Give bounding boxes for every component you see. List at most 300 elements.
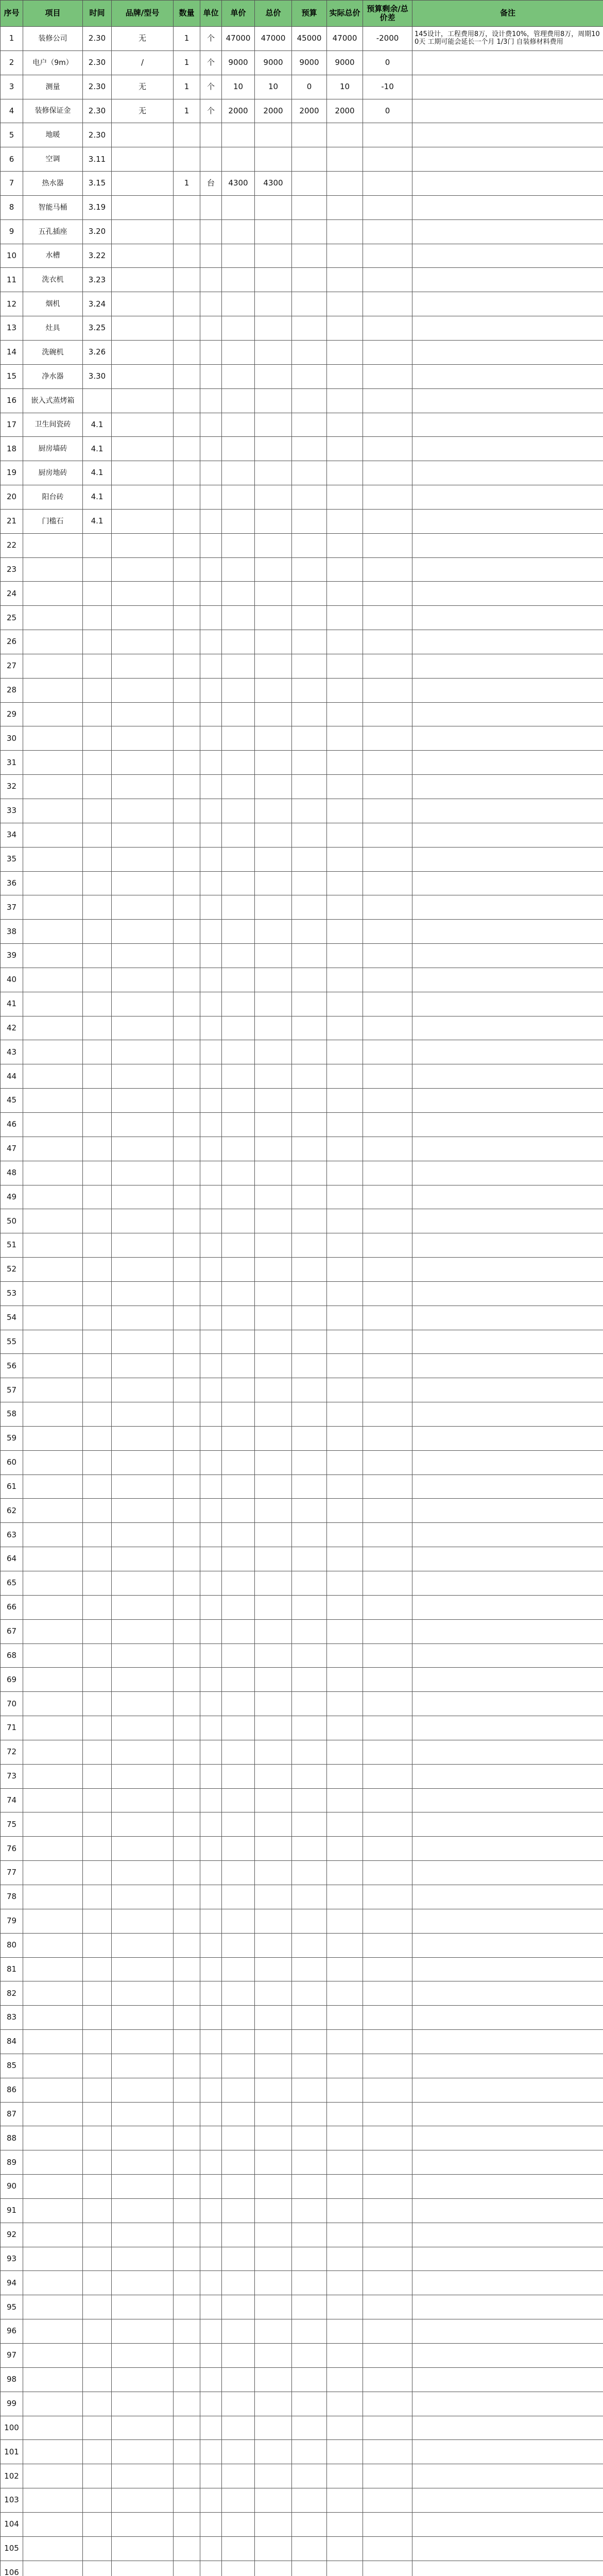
price-cell[interactable]: 2000 — [222, 99, 255, 123]
table-row[interactable] — [1, 799, 603, 823]
item-cell[interactable] — [23, 1499, 83, 1523]
unit-cell[interactable] — [200, 1523, 222, 1547]
note-cell[interactable] — [412, 292, 603, 316]
time-cell[interactable]: 3.15 — [83, 172, 112, 196]
unit-cell[interactable] — [200, 702, 222, 726]
budget-cell[interactable] — [292, 2271, 327, 2295]
time-cell[interactable] — [83, 1595, 112, 1619]
table-row[interactable] — [1, 1137, 603, 1161]
diff-cell[interactable] — [363, 2271, 412, 2295]
price-cell[interactable] — [222, 920, 255, 944]
note-cell[interactable] — [412, 2271, 603, 2295]
unit-cell[interactable] — [200, 1354, 222, 1378]
budget-cell[interactable] — [292, 1306, 327, 1330]
brand-cell[interactable] — [112, 2440, 174, 2464]
price-cell[interactable] — [222, 2512, 255, 2536]
price-cell[interactable] — [222, 437, 255, 461]
unit-cell[interactable] — [200, 268, 222, 292]
unit-cell[interactable] — [200, 1426, 222, 1450]
qty-cell[interactable] — [174, 582, 200, 606]
row-number-cell[interactable]: 24 — [1, 582, 23, 606]
note-cell[interactable] — [412, 1378, 603, 1402]
brand-cell[interactable] — [112, 1957, 174, 1981]
item-cell[interactable] — [23, 2247, 83, 2271]
price-cell[interactable] — [222, 1571, 255, 1596]
actual-cell[interactable] — [327, 2175, 363, 2199]
unit-cell[interactable] — [200, 2392, 222, 2416]
table-row[interactable] — [1, 1209, 603, 1233]
table-row[interactable] — [1, 1595, 603, 1619]
price-cell[interactable] — [222, 847, 255, 871]
table-row[interactable] — [1, 244, 603, 268]
brand-cell[interactable] — [112, 2175, 174, 2199]
diff-cell[interactable] — [363, 1089, 412, 1113]
price-cell[interactable] — [222, 364, 255, 388]
brand-cell[interactable] — [112, 2102, 174, 2126]
item-cell[interactable]: 卫生间瓷砖 — [23, 413, 83, 437]
row-number-cell[interactable]: 53 — [1, 1281, 23, 1306]
brand-cell[interactable] — [112, 2344, 174, 2368]
qty-cell[interactable] — [174, 2344, 200, 2368]
total-cell[interactable] — [255, 1137, 292, 1161]
total-cell[interactable] — [255, 751, 292, 775]
row-number-cell[interactable]: 40 — [1, 968, 23, 992]
brand-cell[interactable] — [112, 2198, 174, 2223]
actual-cell[interactable] — [327, 799, 363, 823]
table-row[interactable] — [1, 1692, 603, 1716]
total-cell[interactable] — [255, 895, 292, 920]
total-cell[interactable] — [255, 2102, 292, 2126]
note-cell[interactable] — [412, 799, 603, 823]
item-cell[interactable] — [23, 1306, 83, 1330]
brand-cell[interactable] — [112, 1595, 174, 1619]
brand-cell[interactable] — [112, 1209, 174, 1233]
brand-cell[interactable] — [112, 944, 174, 968]
price-cell[interactable] — [222, 2247, 255, 2271]
row-number-cell[interactable]: 54 — [1, 1306, 23, 1330]
table-row[interactable] — [1, 2392, 603, 2416]
unit-cell[interactable] — [200, 2319, 222, 2344]
item-cell[interactable] — [23, 968, 83, 992]
unit-cell[interactable] — [200, 1837, 222, 1861]
time-cell[interactable] — [83, 1112, 112, 1137]
qty-cell[interactable] — [174, 2175, 200, 2199]
item-cell[interactable] — [23, 654, 83, 678]
brand-cell[interactable] — [112, 1475, 174, 1499]
time-cell[interactable]: 2.30 — [83, 27, 112, 51]
brand-cell[interactable] — [112, 1402, 174, 1427]
budget-cell[interactable] — [292, 654, 327, 678]
row-number-cell[interactable]: 14 — [1, 340, 23, 364]
row-number-cell[interactable]: 23 — [1, 557, 23, 582]
row-number-cell[interactable]: 95 — [1, 2295, 23, 2319]
diff-cell[interactable] — [363, 123, 412, 147]
item-cell[interactable] — [23, 1788, 83, 1812]
time-cell[interactable] — [83, 1619, 112, 1643]
actual-cell[interactable] — [327, 1692, 363, 1716]
table-row[interactable] — [1, 123, 603, 147]
actual-cell[interactable] — [327, 1040, 363, 1064]
unit-cell[interactable] — [200, 1161, 222, 1185]
time-cell[interactable] — [83, 1499, 112, 1523]
col-header-no[interactable]: 序号 — [1, 1, 23, 27]
table-row[interactable] — [1, 2078, 603, 2102]
price-cell[interactable] — [222, 2102, 255, 2126]
price-cell[interactable] — [222, 1426, 255, 1450]
diff-cell[interactable] — [363, 2175, 412, 2199]
total-cell[interactable] — [255, 1909, 292, 1933]
unit-cell[interactable] — [200, 437, 222, 461]
table-row[interactable] — [1, 2247, 603, 2271]
price-cell[interactable] — [222, 944, 255, 968]
brand-cell[interactable] — [112, 1306, 174, 1330]
total-cell[interactable] — [255, 461, 292, 485]
budget-cell[interactable] — [292, 992, 327, 1016]
item-cell[interactable]: 阳台砖 — [23, 485, 83, 510]
price-cell[interactable] — [222, 340, 255, 364]
item-cell[interactable] — [23, 1258, 83, 1282]
qty-cell[interactable] — [174, 2319, 200, 2344]
row-number-cell[interactable]: 32 — [1, 775, 23, 799]
actual-cell[interactable] — [327, 2440, 363, 2464]
col-header-unit[interactable]: 单位 — [200, 1, 222, 27]
unit-cell[interactable]: 个 — [200, 99, 222, 123]
note-cell[interactable] — [412, 654, 603, 678]
row-number-cell[interactable]: 91 — [1, 2198, 23, 2223]
time-cell[interactable] — [83, 2054, 112, 2078]
total-cell[interactable] — [255, 726, 292, 751]
unit-cell[interactable] — [200, 1692, 222, 1716]
budget-cell[interactable] — [292, 2102, 327, 2126]
row-number-cell[interactable]: 1 — [1, 27, 23, 51]
actual-cell[interactable] — [327, 1475, 363, 1499]
row-number-cell[interactable]: 56 — [1, 1354, 23, 1378]
note-cell[interactable] — [412, 2392, 603, 2416]
time-cell[interactable]: 3.24 — [83, 292, 112, 316]
diff-cell[interactable] — [363, 1330, 412, 1354]
diff-cell[interactable] — [363, 147, 412, 172]
diff-cell[interactable] — [363, 895, 412, 920]
table-row[interactable] — [1, 2175, 603, 2199]
item-cell[interactable] — [23, 2416, 83, 2440]
brand-cell[interactable] — [112, 920, 174, 944]
row-number-cell[interactable]: 70 — [1, 1692, 23, 1716]
row-number-cell[interactable]: 97 — [1, 2344, 23, 2368]
budget-cell[interactable] — [292, 1161, 327, 1185]
note-cell[interactable] — [412, 1040, 603, 1064]
brand-cell[interactable] — [112, 751, 174, 775]
diff-cell[interactable] — [363, 1016, 412, 1040]
budget-cell[interactable] — [292, 1330, 327, 1354]
budget-cell[interactable] — [292, 678, 327, 702]
note-cell[interactable] — [412, 1064, 603, 1089]
budget-cell[interactable] — [292, 2175, 327, 2199]
qty-cell[interactable] — [174, 2054, 200, 2078]
budget-cell[interactable] — [292, 316, 327, 341]
diff-cell[interactable] — [363, 2367, 412, 2392]
actual-cell[interactable] — [327, 147, 363, 172]
time-cell[interactable]: 3.25 — [83, 316, 112, 341]
brand-cell[interactable] — [112, 316, 174, 341]
budget-cell[interactable] — [292, 557, 327, 582]
price-cell[interactable] — [222, 2054, 255, 2078]
item-cell[interactable] — [23, 2488, 83, 2513]
diff-cell[interactable] — [363, 485, 412, 510]
table-row[interactable] — [1, 27, 603, 51]
actual-cell[interactable] — [327, 2030, 363, 2054]
brand-cell[interactable] — [112, 1933, 174, 1957]
budget-cell[interactable] — [292, 968, 327, 992]
item-cell[interactable] — [23, 2464, 83, 2488]
budget-cell[interactable] — [292, 2078, 327, 2102]
total-cell[interactable] — [255, 2416, 292, 2440]
qty-cell[interactable] — [174, 2102, 200, 2126]
diff-cell[interactable] — [363, 1837, 412, 1861]
time-cell[interactable] — [83, 1185, 112, 1209]
qty-cell[interactable] — [174, 2440, 200, 2464]
actual-cell[interactable] — [327, 1016, 363, 1040]
actual-cell[interactable] — [327, 1740, 363, 1764]
qty-cell[interactable] — [174, 1523, 200, 1547]
total-cell[interactable] — [255, 582, 292, 606]
brand-cell[interactable] — [112, 2006, 174, 2030]
item-cell[interactable] — [23, 944, 83, 968]
item-cell[interactable] — [23, 2440, 83, 2464]
qty-cell[interactable] — [174, 461, 200, 485]
price-cell[interactable] — [222, 895, 255, 920]
table-row[interactable] — [1, 2271, 603, 2295]
diff-cell[interactable] — [363, 2247, 412, 2271]
price-cell[interactable] — [222, 630, 255, 654]
table-row[interactable] — [1, 413, 603, 437]
note-cell[interactable] — [412, 1112, 603, 1137]
time-cell[interactable] — [83, 1788, 112, 1812]
qty-cell[interactable] — [174, 2223, 200, 2247]
time-cell[interactable] — [83, 1330, 112, 1354]
note-cell[interactable] — [412, 871, 603, 895]
item-cell[interactable] — [23, 606, 83, 630]
item-cell[interactable] — [23, 2344, 83, 2368]
brand-cell[interactable] — [112, 1137, 174, 1161]
row-number-cell[interactable]: 15 — [1, 364, 23, 388]
table-row[interactable] — [1, 2367, 603, 2392]
qty-cell[interactable] — [174, 654, 200, 678]
diff-cell[interactable] — [363, 1788, 412, 1812]
item-cell[interactable] — [23, 895, 83, 920]
qty-cell[interactable] — [174, 751, 200, 775]
note-cell[interactable] — [412, 1885, 603, 1909]
note-cell[interactable] — [412, 1016, 603, 1040]
row-number-cell[interactable]: 96 — [1, 2319, 23, 2344]
brand-cell[interactable] — [112, 413, 174, 437]
price-cell[interactable] — [222, 1016, 255, 1040]
time-cell[interactable] — [83, 1161, 112, 1185]
time-cell[interactable] — [83, 847, 112, 871]
diff-cell[interactable]: 0 — [363, 50, 412, 75]
brand-cell[interactable] — [112, 1692, 174, 1716]
price-cell[interactable] — [222, 1740, 255, 1764]
diff-cell[interactable] — [363, 678, 412, 702]
diff-cell[interactable] — [363, 1209, 412, 1233]
total-cell[interactable] — [255, 1475, 292, 1499]
note-cell[interactable] — [412, 678, 603, 702]
diff-cell[interactable] — [363, 1450, 412, 1475]
item-cell[interactable] — [23, 1595, 83, 1619]
brand-cell[interactable] — [112, 172, 174, 196]
total-cell[interactable] — [255, 2512, 292, 2536]
unit-cell[interactable] — [200, 2054, 222, 2078]
diff-cell[interactable] — [363, 340, 412, 364]
price-cell[interactable] — [222, 1185, 255, 1209]
diff-cell[interactable] — [363, 823, 412, 847]
actual-cell[interactable] — [327, 920, 363, 944]
unit-cell[interactable] — [200, 2416, 222, 2440]
budget-cell[interactable] — [292, 1450, 327, 1475]
diff-cell[interactable] — [363, 292, 412, 316]
time-cell[interactable] — [83, 1885, 112, 1909]
price-cell[interactable] — [222, 1306, 255, 1330]
price-cell[interactable] — [222, 1643, 255, 1668]
row-number-cell[interactable]: 83 — [1, 2006, 23, 2030]
unit-cell[interactable] — [200, 1258, 222, 1282]
note-cell[interactable] — [412, 751, 603, 775]
row-number-cell[interactable]: 36 — [1, 871, 23, 895]
budget-cell[interactable] — [292, 1837, 327, 1861]
actual-cell[interactable] — [327, 1064, 363, 1089]
table-row[interactable] — [1, 388, 603, 413]
total-cell[interactable] — [255, 2440, 292, 2464]
time-cell[interactable] — [83, 751, 112, 775]
price-cell[interactable] — [222, 1064, 255, 1089]
qty-cell[interactable] — [174, 1450, 200, 1475]
table-row[interactable] — [1, 1547, 603, 1571]
row-number-cell[interactable]: 59 — [1, 1426, 23, 1450]
note-cell[interactable] — [412, 992, 603, 1016]
time-cell[interactable]: 2.30 — [83, 75, 112, 99]
item-cell[interactable]: 门槛石 — [23, 509, 83, 533]
budget-cell[interactable] — [292, 1112, 327, 1137]
budget-cell[interactable] — [292, 2488, 327, 2513]
brand-cell[interactable] — [112, 2561, 174, 2576]
total-cell[interactable] — [255, 244, 292, 268]
time-cell[interactable] — [83, 2416, 112, 2440]
diff-cell[interactable] — [363, 1716, 412, 1740]
item-cell[interactable] — [23, 1402, 83, 1427]
qty-cell[interactable] — [174, 630, 200, 654]
item-cell[interactable]: 电户（9m） — [23, 50, 83, 75]
time-cell[interactable] — [83, 1137, 112, 1161]
price-cell[interactable] — [222, 871, 255, 895]
price-cell[interactable] — [222, 2126, 255, 2150]
qty-cell[interactable] — [174, 485, 200, 510]
qty-cell[interactable] — [174, 219, 200, 244]
actual-cell[interactable] — [327, 1281, 363, 1306]
time-cell[interactable] — [83, 2102, 112, 2126]
diff-cell[interactable] — [363, 1547, 412, 1571]
qty-cell[interactable] — [174, 268, 200, 292]
brand-cell[interactable] — [112, 2464, 174, 2488]
table-row[interactable] — [1, 1426, 603, 1450]
row-number-cell[interactable]: 20 — [1, 485, 23, 510]
total-cell[interactable] — [255, 1281, 292, 1306]
total-cell[interactable] — [255, 1812, 292, 1837]
price-cell[interactable] — [222, 1788, 255, 1812]
unit-cell[interactable] — [200, 751, 222, 775]
time-cell[interactable] — [83, 1378, 112, 1402]
price-cell[interactable] — [222, 678, 255, 702]
price-cell[interactable] — [222, 1354, 255, 1378]
actual-cell[interactable] — [327, 2078, 363, 2102]
actual-cell[interactable] — [327, 2512, 363, 2536]
time-cell[interactable]: 4.1 — [83, 461, 112, 485]
budget-cell[interactable] — [292, 2030, 327, 2054]
unit-cell[interactable] — [200, 1209, 222, 1233]
table-row[interactable] — [1, 219, 603, 244]
total-cell[interactable] — [255, 316, 292, 341]
note-cell[interactable] — [412, 2030, 603, 2054]
table-row[interactable] — [1, 2464, 603, 2488]
price-cell[interactable] — [222, 1523, 255, 1547]
item-cell[interactable] — [23, 2367, 83, 2392]
time-cell[interactable] — [83, 799, 112, 823]
unit-cell[interactable] — [200, 726, 222, 751]
brand-cell[interactable] — [112, 992, 174, 1016]
qty-cell[interactable] — [174, 1933, 200, 1957]
actual-cell[interactable] — [327, 123, 363, 147]
price-cell[interactable] — [222, 2561, 255, 2576]
price-cell[interactable] — [222, 2078, 255, 2102]
time-cell[interactable] — [83, 2006, 112, 2030]
table-row[interactable] — [1, 1523, 603, 1547]
brand-cell[interactable] — [112, 2223, 174, 2247]
actual-cell[interactable] — [327, 485, 363, 510]
qty-cell[interactable] — [174, 1089, 200, 1113]
table-row[interactable] — [1, 1450, 603, 1475]
diff-cell[interactable] — [363, 1885, 412, 1909]
total-cell[interactable] — [255, 1499, 292, 1523]
budget-cell[interactable] — [292, 2392, 327, 2416]
table-row[interactable] — [1, 2150, 603, 2175]
total-cell[interactable] — [255, 1957, 292, 1981]
row-number-cell[interactable]: 80 — [1, 1933, 23, 1957]
actual-cell[interactable] — [327, 244, 363, 268]
price-cell[interactable] — [222, 606, 255, 630]
actual-cell[interactable] — [327, 1523, 363, 1547]
time-cell[interactable] — [83, 1981, 112, 2006]
row-number-cell[interactable]: 6 — [1, 147, 23, 172]
total-cell[interactable] — [255, 1112, 292, 1137]
time-cell[interactable] — [83, 920, 112, 944]
item-cell[interactable] — [23, 751, 83, 775]
note-cell[interactable] — [412, 2416, 603, 2440]
total-cell[interactable] — [255, 2030, 292, 2054]
total-cell[interactable] — [255, 1981, 292, 2006]
time-cell[interactable] — [83, 702, 112, 726]
price-cell[interactable] — [222, 1861, 255, 1885]
total-cell[interactable] — [255, 1716, 292, 1740]
item-cell[interactable]: 嵌入式蒸烤箱 — [23, 388, 83, 413]
unit-cell[interactable] — [200, 1378, 222, 1402]
brand-cell[interactable] — [112, 123, 174, 147]
time-cell[interactable]: 3.23 — [83, 268, 112, 292]
item-cell[interactable] — [23, 871, 83, 895]
unit-cell[interactable] — [200, 1571, 222, 1596]
item-cell[interactable]: 灶具 — [23, 316, 83, 341]
total-cell[interactable] — [255, 509, 292, 533]
brand-cell[interactable] — [112, 895, 174, 920]
time-cell[interactable] — [83, 1909, 112, 1933]
unit-cell[interactable] — [200, 823, 222, 847]
